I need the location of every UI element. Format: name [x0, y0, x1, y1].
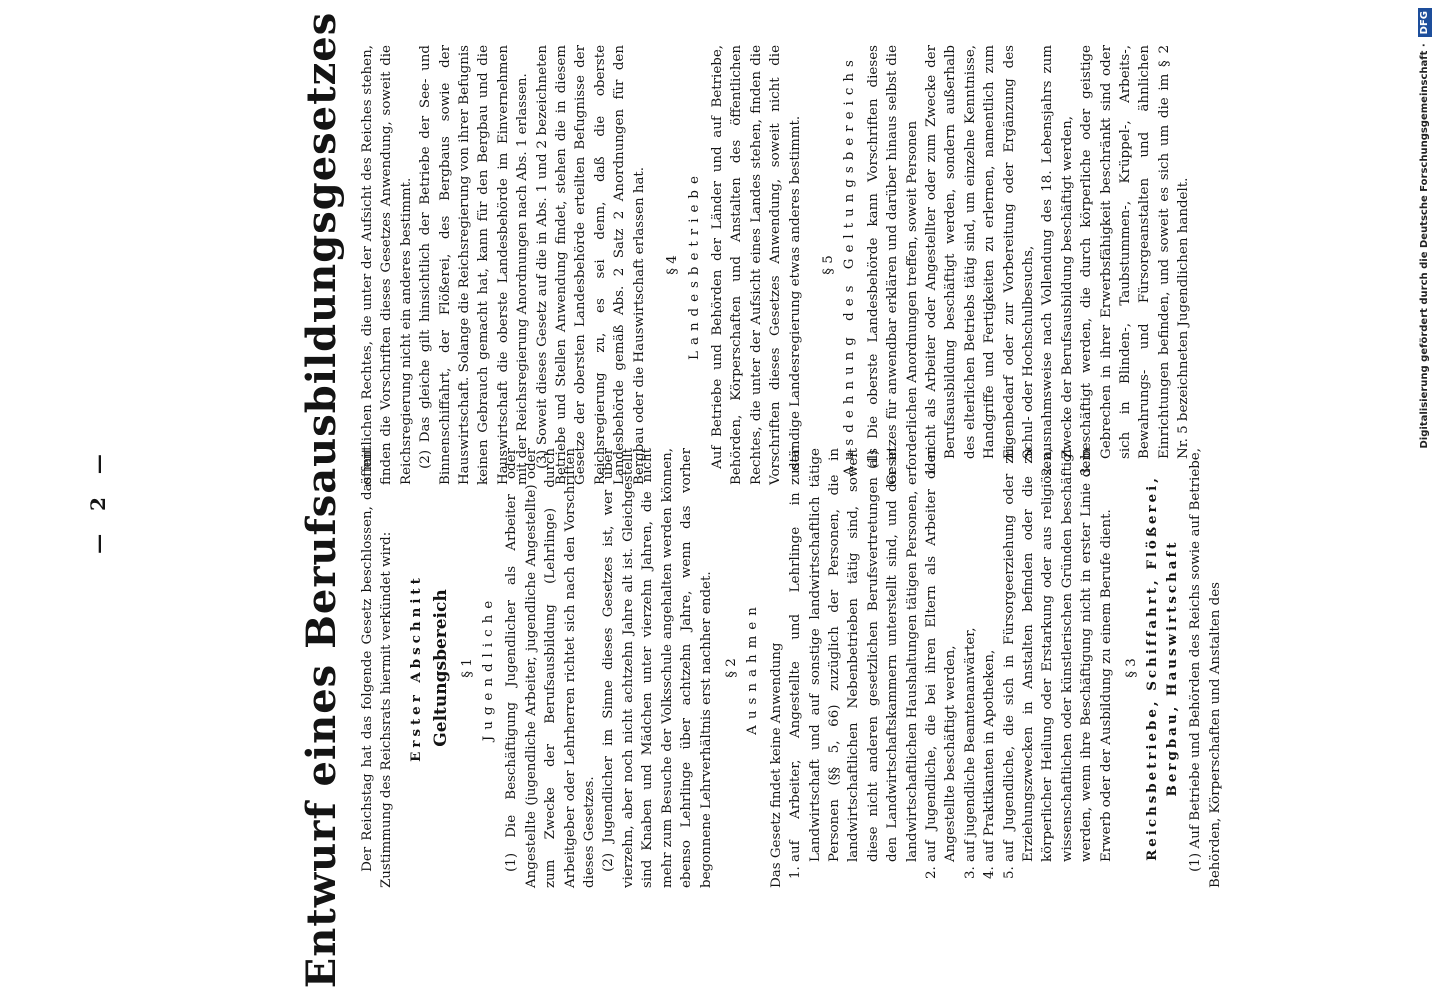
list-item: 5. auf Jugendliche, die sich in Fürsorgeerziehung oder zu Erziehungszwecken in Anstalten befinden oder die zu körperlicher Heilung oder Erstarkung oder aus religiösen, wissenschaftlichen oder künstlerischen Gründen beschäftigt werden, wenn ihre Beschäftigung nicht in erster Linie dem Erwerb oder der Ausbildung zu einem Berufe dient. [1000, 448, 1116, 862]
list-item: 4. auf Praktikanten in Apotheken, [980, 448, 999, 862]
paragraph-title-2: Ausnahmen [745, 601, 761, 735]
right-column [358, 45, 1194, 485]
paragraph-1-text-2: (2) Jugendlicher im Sinne dieses Gesetzes ist, wer über vierzehn, aber noch nicht achtzehn Jahre alt ist. Gleichgestellt sind Knaben und Mädchen unter vierzehn Jahren, die nicht mehr zum Besuche der Volksschule angehalten werden können, ebenso Lehrlinge über achtzehn Jahre, wenn das vorher begonnene Lehrverhältnis erst nachher endet. [601, 448, 714, 888]
list-item: 1. auf Arbeiter, Angestellte und Lehrlinge in der Landwirtschaft und auf sonstige landwirtschaftlich tätige Personen (§§ 5, 66) zuzüglich der Personen, die in landwirtschaftlichen Nebenbetrieben tätig sind, soweit diese nicht anderen gesetzlichen Berufsvertretungen als den Landwirtschaftskammern unterstellt sind, und der in landwirtschaftlichen Haushaltungen tätigen Personen, [786, 448, 922, 862]
digitization-credit [1416, 8, 1434, 992]
paragraph-title-3: Reichsbetriebe, Schiffahrt, Flößerei, Bergbau, Hauswirtschaft [1144, 475, 1180, 861]
dfg-logo: DFG [1418, 8, 1432, 37]
list-item: 2. ausnahmsweise nach Vollendung des 18. Lebensjahrs zum Zwecke der Berufsausbildung beschäftigt werden, [1038, 45, 1077, 459]
paragraph-title-4: Landesbetriebe [686, 170, 702, 360]
paragraph-3-text-3: (3) Soweit dieses Gesetz auf die in Abs. 1 und 2 bezeichneten Betriebe und Stellen Anwendung findet, stehen die in diesem Gesetze der obersten Landesbehörde erteilten Befugnisse der Reichsregierung zu, es sei denn, daß die oberste Landesbehörde gemäß Abs. 2 Satz 2 Anordnungen für den Bergbau oder die Hauswirtschaft erlassen hat. [534, 45, 647, 485]
paragraph-sign-3: § 3 [1124, 658, 1140, 678]
section-heading: Erster Abschnitt [407, 574, 424, 762]
paragraph-sign-5: § 5 [820, 255, 836, 275]
paragraph-1-text-1: (1) Die Beschäftigung Jugendlicher als Arbeiter oder Angestellte (jugendliche Arbeiter, jugendliche Angestellte) oder zum Zwecke der Berufsausbildung (Lehrlinge) durch Arbeitgeber oder Lehrherren richtet sich nach den Vorschriften dieses Gesetzes. [504, 448, 598, 888]
paragraph-title-1: Jugendliche [481, 594, 497, 742]
paragraph-3-continuation: öffentlichen Rechtes, die unter der Aufsicht des Reiches stehen, finden die Vorschriften dieses Gesetzes Anwendung, soweit die Reichsregierung nicht ein anderes bestimmt. [360, 45, 414, 485]
list-item: 2. auf Jugendliche, die bei ihren Eltern als Arbeiter oder Angestellte beschäftigt werden, [922, 448, 961, 862]
paragraph-sign-2: § 2 [723, 658, 739, 678]
credit-text: Digitalisierung gefördert durch die Deutsche Forschungsgemeinschaft · [1419, 43, 1430, 449]
paragraph-4-text: Auf Betriebe und Behörden der Länder und auf Betriebe, Behörden, Körperschaften und Anstalten des öffentlichen Rechtes, die unter der Aufsicht eines Landes stehen, finden die Vorschriften dieses Gesetzes Anwendung, soweit nicht die zuständige Landesregierung etwas anderes bestimmt. [709, 45, 803, 485]
area-heading: Geltungsbereich [431, 589, 452, 747]
intro-paragraph: Der Reichstag hat das folgende Gesetz beschlossen, das mit Zustimmung des Reichsrats hiermit verkündet wird: [360, 448, 395, 888]
extension-list [922, 45, 1194, 485]
exceptions-list [786, 448, 1116, 888]
paragraph-3-text-2: (2) Das gleiche gilt hinsichtlich der Betriebe der See- und Binnenschiffahrt, der Flößerei, des Bergbaus sowie der Hauswirtschaft. Solange die Reichsregierung von ihrer Befugnis keinen Gebrauch gemacht hat, kann für den Bergbau und die Hauswirtschaft die oberste Landesbehörde im Einvernehmen mit der Reichsregierung Anordnungen nach Abs. 1 erlassen. [418, 45, 531, 485]
paragraph-sign-4: § 4 [665, 255, 681, 275]
paragraph-2-intro: Das Gesetz findet keine Anwendung [768, 642, 784, 888]
list-item: 3. auf jugendliche Beamtenanwärter, [961, 448, 980, 862]
paragraph-5-intro: (1) Die oberste Landesbehörde kann Vorschriften dieses Gesetzes für anwendbar erklären und darüber hinaus selbst die erforderlichen Anordnungen treffen, soweit Personen [865, 45, 920, 485]
list-item: 1. nicht als Arbeiter oder Angestellter oder zum Zwecke der Berufsausbildung beschäftigt werden, sondern außerhalb des elterlichen Betriebs tätig sind, um einzelne Kenntnisse, Handgriffe und Fertigkeiten zu erlernen, namentlich zum Eigenbedarf oder zur Vorbereitung oder Ergänzung des Schul- oder Hochschulbesuchs, [922, 45, 1038, 459]
credit-line [1416, 8, 1434, 992]
paragraph-sign-1: § 1 [459, 658, 475, 678]
left-column [358, 448, 1225, 888]
page-number: — 2 — [86, 446, 110, 554]
paragraph-3-text-1: (1) Auf Betriebe und Behörden des Reichs sowie auf Betriebe, Behörden, Körperschaften und Anstalten des [1188, 448, 1223, 888]
list-item: 3. beschäftigt werden, die durch körperliche oder geistige Gebrechen in ihrer Erwerbsfähigkeit beschränkt sind oder sich in Blinden-, Taubstummen-, Krüppel-, Arbeits-, Bewahrungs- und Fürsorgeanstalten und ähnlichen Einrichtungen befinden, und soweit es sich um die im § 2 Nr. 5 bezeichneten Jugendlichen handelt. [1077, 45, 1193, 459]
paragraph-title-5: Ausdehnung des Geltungsbereichs [842, 54, 858, 476]
document-title: Entwurf eines Berufsausbildungsgesetzes [298, 11, 345, 989]
